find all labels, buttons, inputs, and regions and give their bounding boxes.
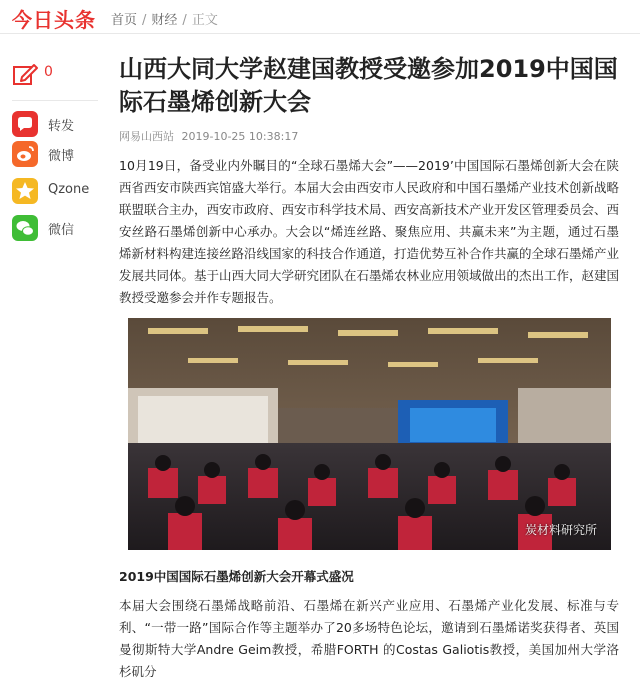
breadcrumb-current: 正文 xyxy=(191,13,218,28)
comment-area[interactable] xyxy=(12,61,98,101)
article-meta xyxy=(119,128,302,144)
breadcrumb-separator: / xyxy=(182,13,187,28)
share-weibo[interactable] xyxy=(12,141,102,167)
conference-photo xyxy=(128,318,611,550)
conference-hall-image xyxy=(128,318,611,550)
breadcrumb xyxy=(111,9,218,28)
comment-count: 0 xyxy=(44,64,53,80)
article-paragraph: 本届大会围绕石墨烯战略前沿、石墨烯在新兴产业应用、石墨烯产业化发展、标准与专利、“一带一路”国际合作等主题举办了20多场特色论坛，邀请到石墨烯诺奖获得者、英国曼彻斯特大学Andre Geim教授，希腊FORTH 的Costas Galiotis教授，美国加州大学洛杉矶分 xyxy=(119,598,619,679)
repost-icon xyxy=(12,111,38,137)
breadcrumb-section[interactable]: 财经 xyxy=(151,13,178,28)
photo-watermark: 炭材料研究所 xyxy=(524,523,597,537)
photo-caption: 2019中国国际石墨烯创新大会开幕式盛况 xyxy=(119,569,354,584)
share-label: Qzone xyxy=(48,182,90,197)
share-label: 微博 xyxy=(48,149,75,164)
share-label: 微信 xyxy=(48,223,75,238)
share-repost[interactable] xyxy=(12,111,102,137)
article-title: 山西大同大学赵建国教授受邀参加2019中国国际石墨烯创新大会 xyxy=(119,55,618,116)
qzone-star-icon xyxy=(12,178,38,204)
share-label: 转发 xyxy=(48,119,75,134)
top-bar xyxy=(0,0,640,34)
article-paragraph: 10月19日，备受业内外瞩目的“全球石墨烯大会”——2019’中国国际石墨烯创新大会在陕西省西安市陕西宾馆盛大举行。本届大会由西安市人民政府和中国石墨烯产业技术创新战略联盟联合主办，西安市政府、西安市科学技术局、西安高新技术产业开发区管理委员会、西安丝路石墨烯创新中心承办。大会以“烯连丝路、聚焦应用、共赢未来”为主题，通过石墨烯新材料构建连接丝路沿线国家的科技合作通道，打造优势互补合作共赢的全球石墨烯产业发展共同体。基于山西大同大学研究团队在石墨烯农林业应用领域做出的杰出工作，赵建国教授受邀参会并作专题报告。 xyxy=(119,158,620,305)
wechat-icon xyxy=(12,215,38,241)
edit-comment-icon[interactable] xyxy=(12,61,38,87)
share-wechat[interactable] xyxy=(12,215,102,241)
article-source[interactable]: 网易山西站 xyxy=(119,130,174,143)
share-qzone[interactable] xyxy=(12,178,102,204)
site-logo[interactable]: 今日头条 xyxy=(12,8,96,32)
article-time: 2019-10-25 10:38:17 xyxy=(181,130,299,143)
breadcrumb-home[interactable]: 首页 xyxy=(111,13,138,28)
weibo-icon xyxy=(12,141,38,167)
breadcrumb-separator: / xyxy=(142,13,147,28)
